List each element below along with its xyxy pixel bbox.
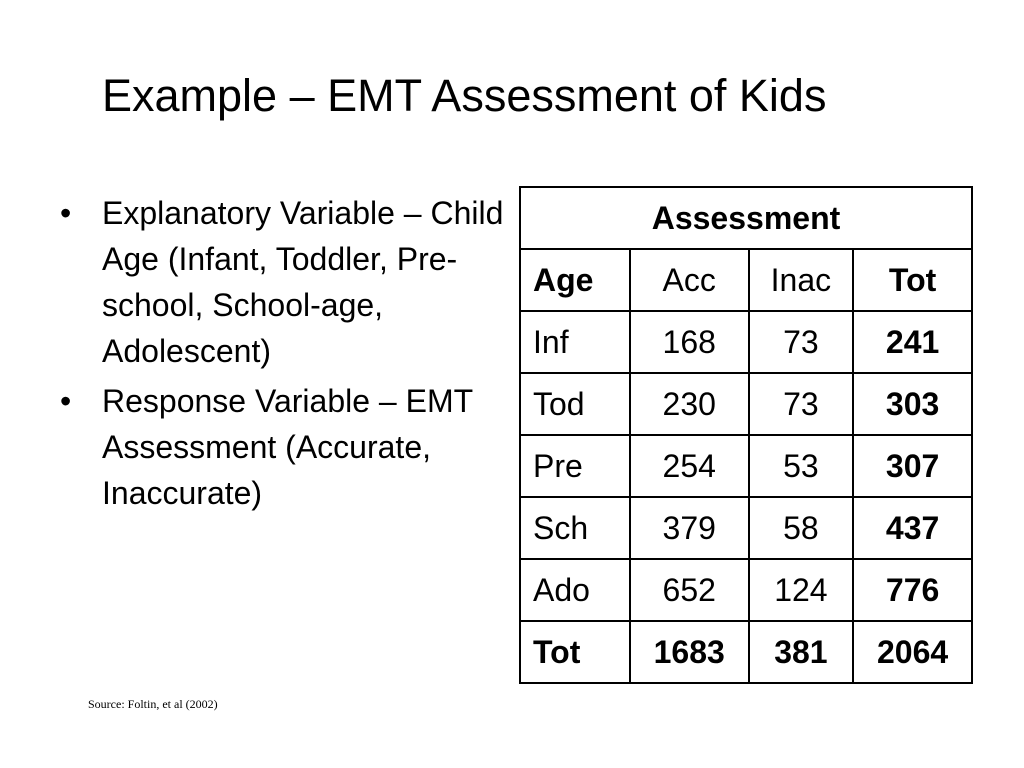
table-caption: Assessment <box>520 187 972 249</box>
source-citation: Source: Foltin, et al (2002) <box>88 697 218 711</box>
cell-inac: 58 <box>749 497 854 559</box>
slide-title: Example – EMT Assessment of Kids <box>102 70 827 121</box>
cell-tot: 437 <box>853 497 972 559</box>
header-inac: Inac <box>749 249 854 311</box>
cell-inac: 73 <box>749 373 854 435</box>
total-acc: 1683 <box>630 621 749 683</box>
assessment-table <box>519 186 973 684</box>
cell-age: Inf <box>520 311 630 373</box>
cell-tot: 303 <box>853 373 972 435</box>
header-age: Age <box>520 249 630 311</box>
cell-age: Pre <box>520 435 630 497</box>
cell-age: Ado <box>520 559 630 621</box>
cell-age: Sch <box>520 497 630 559</box>
cell-inac: 53 <box>749 435 854 497</box>
table-header-row <box>520 249 972 311</box>
cell-inac: 73 <box>749 311 854 373</box>
cell-age: Tod <box>520 373 630 435</box>
cell-inac: 124 <box>749 559 854 621</box>
table-row <box>520 559 972 621</box>
cell-tot: 241 <box>853 311 972 373</box>
bullet-explanatory-variable <box>60 190 510 374</box>
table-total-row <box>520 621 972 683</box>
bullet-icon: • <box>60 383 72 419</box>
total-tot: 2064 <box>853 621 972 683</box>
cell-acc: 379 <box>630 497 749 559</box>
table-caption-row <box>520 187 972 249</box>
header-acc: Acc <box>630 249 749 311</box>
cell-acc: 254 <box>630 435 749 497</box>
bullet-text: Explanatory Variable – Child Age (Infant, Toddler, Pre-school, School-age, Adolescent) <box>102 195 504 369</box>
table-row <box>520 311 972 373</box>
cell-tot: 776 <box>853 559 972 621</box>
cell-acc: 230 <box>630 373 749 435</box>
bullet-icon: • <box>60 195 72 231</box>
cell-tot: 307 <box>853 435 972 497</box>
table-row <box>520 435 972 497</box>
total-inac: 381 <box>749 621 854 683</box>
table-row <box>520 497 972 559</box>
header-tot: Tot <box>853 249 972 311</box>
bullet-list <box>60 190 510 520</box>
cell-acc: 652 <box>630 559 749 621</box>
bullet-text: Response Variable – EMT Assessment (Accurate, Inaccurate) <box>102 383 473 511</box>
bullet-response-variable <box>60 378 510 516</box>
total-label: Tot <box>520 621 630 683</box>
table-row <box>520 373 972 435</box>
cell-acc: 168 <box>630 311 749 373</box>
